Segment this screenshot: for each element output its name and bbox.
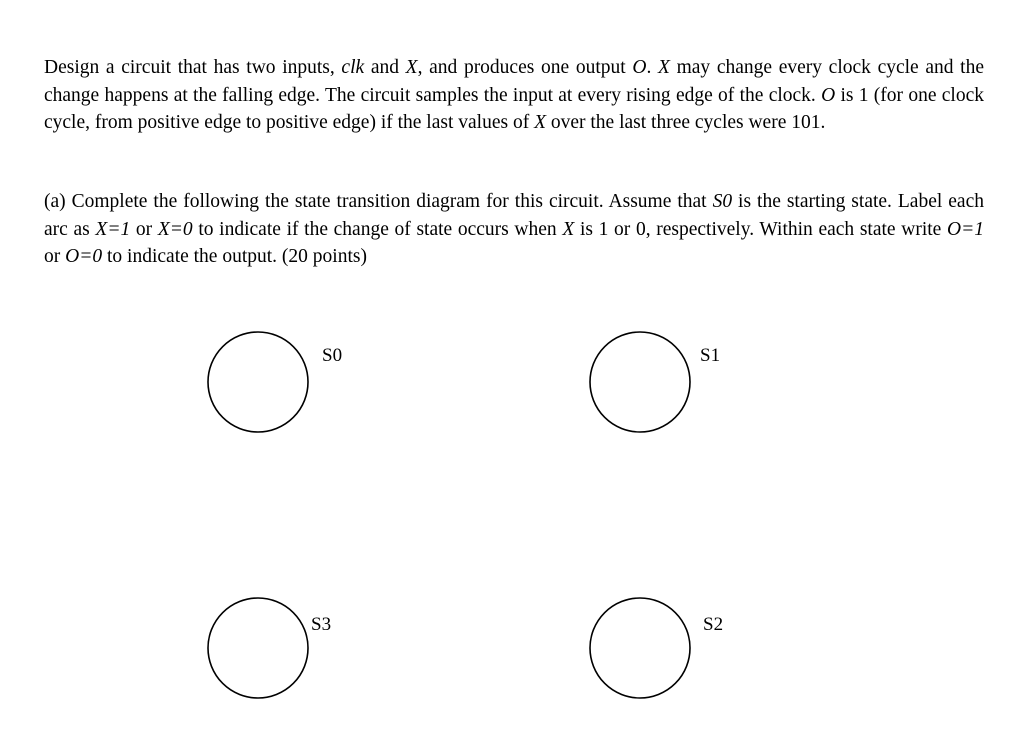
text-fragment: (a) Complete the following the state transition diagram for this circuit. Assume that [44,191,713,212]
s0-reference: S0 [712,191,733,212]
state-circle-s2[interactable] [590,598,690,698]
state-label-s3: S3 [311,614,332,635]
part-a-instructions [44,188,984,271]
text-fragment: . [646,57,658,78]
x-equals-0: X=0 [157,218,193,240]
x-variable: X [562,218,575,240]
text-fragment: is 1 or 0, respectively. Within each state write [574,218,947,240]
x-variable: X [657,57,670,78]
text-fragment: to indicate if the change of state occurs when [192,218,563,240]
x-variable: X [405,57,418,78]
text-fragment: may change every clock cycle and the change happens at the falling edge. The circuit samples the input at every rising edge of the clock. [44,57,985,106]
state-label-s1: S1 [700,345,721,366]
text-fragment: over the last three cycles were 101. [545,112,826,133]
text-fragment: or [44,246,66,267]
clk-variable: clk [341,57,365,78]
x-variable: X [534,112,546,133]
text-fragment: is 1 (for one clock cycle, from positive edge to positive edge) if the last values of [44,84,985,133]
o-variable: O [632,57,647,78]
o-equals-0: O=0 [65,246,103,267]
text-fragment: is the starting state. Label each arc as [44,191,984,240]
state-s0[interactable] [208,332,342,432]
text-fragment: or [130,218,158,240]
text-fragment: and [364,57,406,78]
state-label-s2: S2 [703,614,724,635]
x-equals-1: X=1 [95,218,131,240]
state-s3[interactable] [208,598,331,698]
state-circle-s1[interactable] [590,332,690,432]
state-circle-s3[interactable] [208,598,308,698]
o-variable: O [821,84,836,106]
state-s1[interactable] [590,332,720,432]
state-s2[interactable] [590,598,723,698]
o-equals-1: O=1 [946,218,984,240]
text-fragment: Design a circuit that has two inputs, [44,57,342,78]
state-label-s0: S0 [322,345,343,366]
state-circle-s0[interactable] [208,332,308,432]
text-fragment: , and produces one output [417,57,633,78]
text-fragment: to indicate the output. (20 points) [102,246,367,267]
problem-statement [44,54,984,137]
